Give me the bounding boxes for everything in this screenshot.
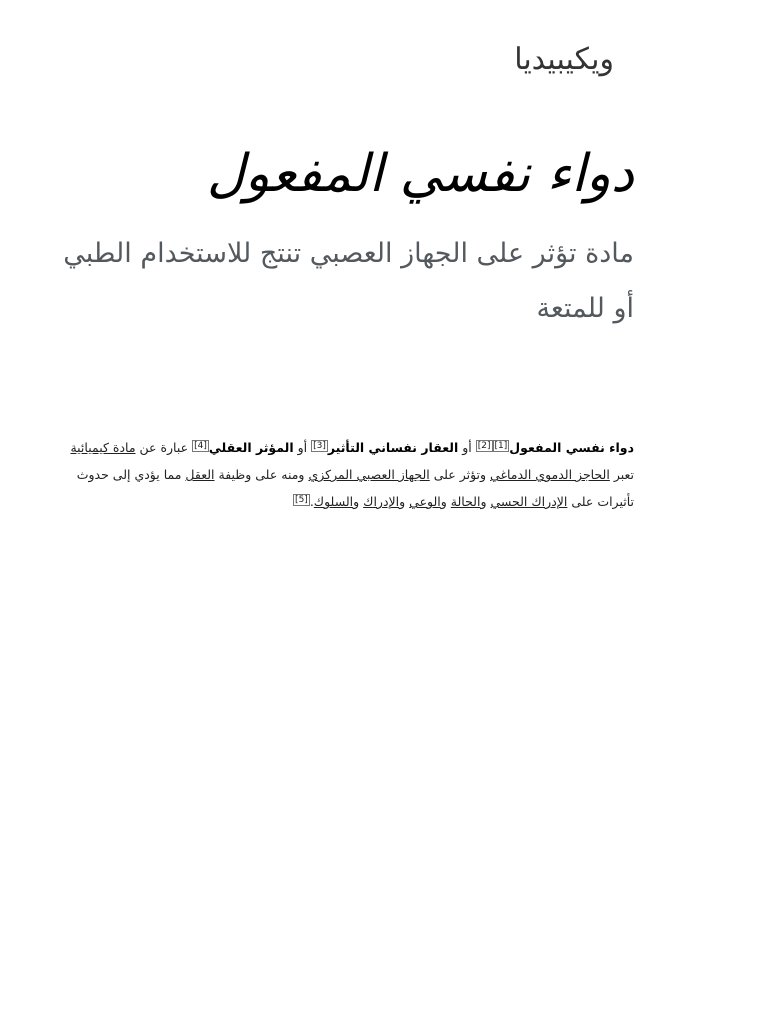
lead-text-8: و — [399, 494, 410, 509]
reference-1-link[interactable]: [1] — [494, 441, 508, 451]
link-central-nervous-system[interactable]: الجهاز العصبي المركزي — [308, 467, 430, 482]
reference-2-link[interactable]: [2] — [477, 441, 491, 451]
reference-3-link[interactable]: [3] — [313, 441, 326, 451]
reference-5[interactable] — [293, 494, 310, 506]
lead-text-10: . — [309, 494, 314, 509]
link-behavior[interactable]: السلوك — [313, 494, 354, 509]
link-mind[interactable]: العقل — [185, 467, 215, 482]
lead-text-1: عبارة عن — [135, 440, 193, 455]
lead-text-or-1: أو — [458, 440, 476, 455]
lead-text-6: و — [480, 494, 491, 509]
lead-text-5: مما يؤدي إلى حدوث تأثيرات على — [76, 467, 634, 509]
page-title: دواء نفسي المفعول — [206, 144, 634, 204]
lead-paragraph — [64, 434, 634, 515]
bold-term-psychotropic-drug: العقار نفساني التأثير — [327, 440, 459, 455]
lead-text-7: و — [440, 494, 451, 509]
bold-term-mind-altering: المؤثر العقلي — [208, 440, 294, 455]
link-perception[interactable]: الإدراك الحسي — [490, 494, 568, 509]
lead-text-3: وتؤثر على — [429, 467, 491, 482]
reference-4[interactable] — [192, 440, 209, 452]
link-blood-brain-barrier[interactable]: الحاجز الدموي الدماغي — [490, 467, 610, 482]
lead-text-or-2: أو — [293, 440, 312, 455]
reference-3[interactable] — [311, 440, 328, 452]
link-cognition[interactable]: الإدراك — [363, 494, 400, 509]
lead-text-9: و — [353, 494, 364, 509]
reference-5-link[interactable]: [5] — [295, 495, 308, 505]
link-mood[interactable]: الحالة — [450, 494, 481, 509]
page-description: مادة تؤثر على الجهاز العصبي تنتج للاستخدام الطبي أو للمتعة — [63, 238, 634, 324]
reference-1[interactable] — [493, 440, 510, 452]
reference-2[interactable] — [476, 440, 493, 452]
bold-term-psychoactive-drug: دواء نفسي المفعول — [509, 440, 634, 455]
link-chemical-substance[interactable]: مادة كيميائية — [70, 440, 136, 455]
wikipedia-wordmark[interactable]: ويكيبيديا — [514, 42, 614, 77]
lead-text-4: ومنه على وظيفة — [214, 467, 309, 482]
lead-text-2: تعبر — [609, 467, 634, 482]
link-consciousness[interactable]: الوعي — [409, 494, 441, 509]
reference-4-link[interactable]: [4] — [194, 441, 207, 451]
